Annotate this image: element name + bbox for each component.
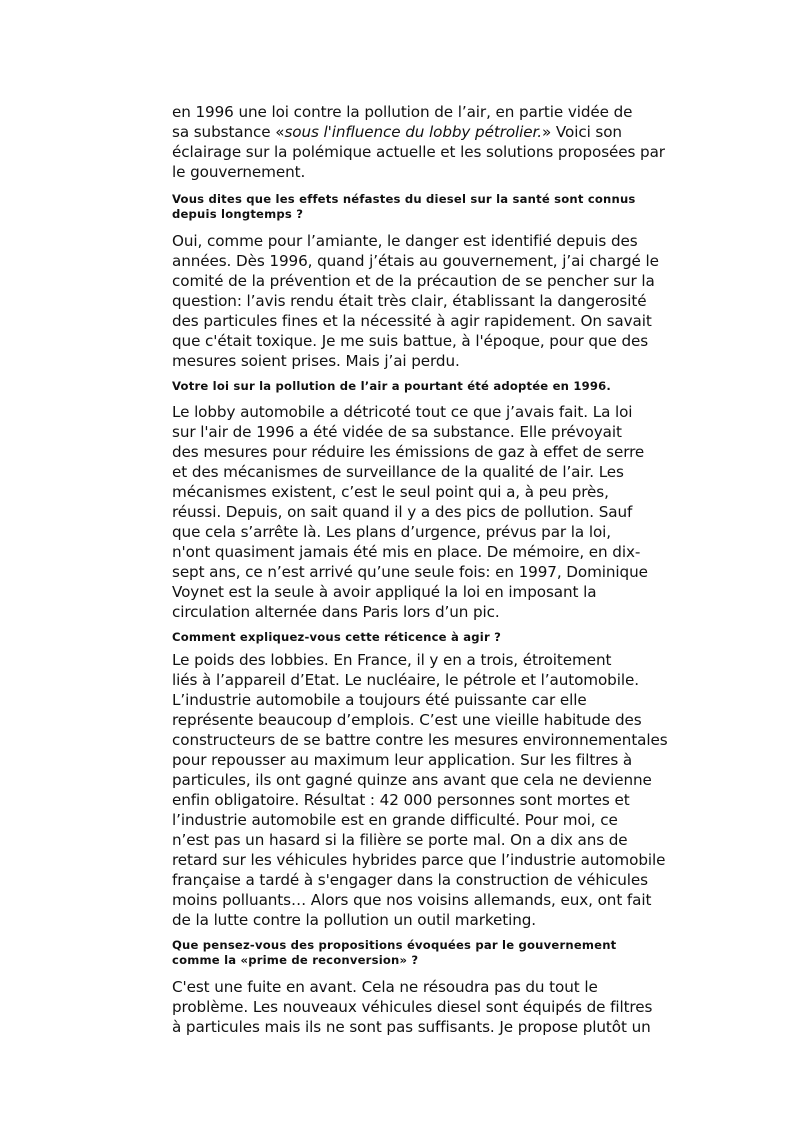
intro-quote: sous l'influence du lobby pétrolier. — [284, 123, 542, 141]
question-2: Votre loi sur la pollution de l’air a pourtant été adoptée en 1996. — [172, 379, 612, 393]
intro-text-end: » Voici son éclairage sur la polémique actuelle et les solutions proposées par le gouvernement. — [172, 123, 665, 181]
question-1: Vous dites que les effets néfastes du diesel sur la santé sont connus depuis longtemps ? — [172, 192, 636, 221]
intro-paragraph — [172, 102, 712, 182]
answer-3: Le poids des lobbies. En France, il y en a trois, étroitement liés à l’appareil d’Etat. Le nucléaire, le pétrole et l’automobile. L’industrie automobile a toujours été puissante car elle représente beaucoup d’emplois. C’est une vieille habitude des constructeurs de se battre contre les mesures environnementales pour repousser au maximum leur application. Sur les filtres à particules, ils ont gagné quinze ans avant que cela ne devienne enfin obligatoire. Résultat : 42 000 personnes sont mortes et l’industrie automobile est en grande difficulté. Pour moi, ce n’est pas un hasard si la filière se porte mal. On a dix ans de retard sur les véhicules hybrides parce que l’industrie automobile française a tardé à s'engager dans la construction de véhicules moins polluants… Alors que nos voisins allemands, eux, ont fait de la lutte contre la pollution un outil marketing. — [172, 651, 668, 929]
intro-text-start: en 1996 une loi contre la pollution de l’air, en partie vidée de sa substance « — [172, 103, 633, 141]
question-3: Comment expliquez-vous cette réticence à agir ? — [172, 630, 502, 644]
answer-4: C'est une fuite en avant. Cela ne résoudra pas du tout le problème. Les nouveaux véhicules diesel sont équipés de filtres à particules mais ils ne sont pas suffisants. Je propose plutôt un — [172, 978, 653, 1036]
question-4: Que pensez-vous des propositions évoquées par le gouvernement comme la «prime de reconversion» ? — [172, 938, 617, 967]
answer-2: Le lobby automobile a détricoté tout ce que j’avais fait. La loi sur l'air de 1996 a été vidée de sa substance. Elle prévoyait des mesures pour réduire les émissions de gaz à effet de serre et des mécanismes de surveillance de la qualité de l’air. Les mécanismes existent, c’est le seul point qui a, à peu près, réussi. Depuis, on sait quand il y a des pics de pollution. Sauf que cela s’arrête là. Les plans d’urgence, prévus par la loi, n'ont quasiment jamais été mis en place. De mémoire, en dix- sept ans, ce n’est arrivé qu’une seule fois: en 1997, Dominique Voynet est la seule à avoir appliqué la loi en imposant la circulation alternée dans Paris lors d’un pic. — [172, 403, 648, 621]
answer-1: Oui, comme pour l’amiante, le danger est identifié depuis des années. Dès 1996, quand j’étais au gouvernement, j’ai chargé le comité de la prévention et de la précaution de se pencher sur la question: l’avis rendu était très clair, établissant la dangerosité des particules fines et la nécessité à agir rapidement. On savait que c'était toxique. Je me suis battue, à l'époque, pour que des mesures soient prises. Mais j’ai perdu. — [172, 232, 659, 370]
article-body — [172, 102, 712, 1037]
